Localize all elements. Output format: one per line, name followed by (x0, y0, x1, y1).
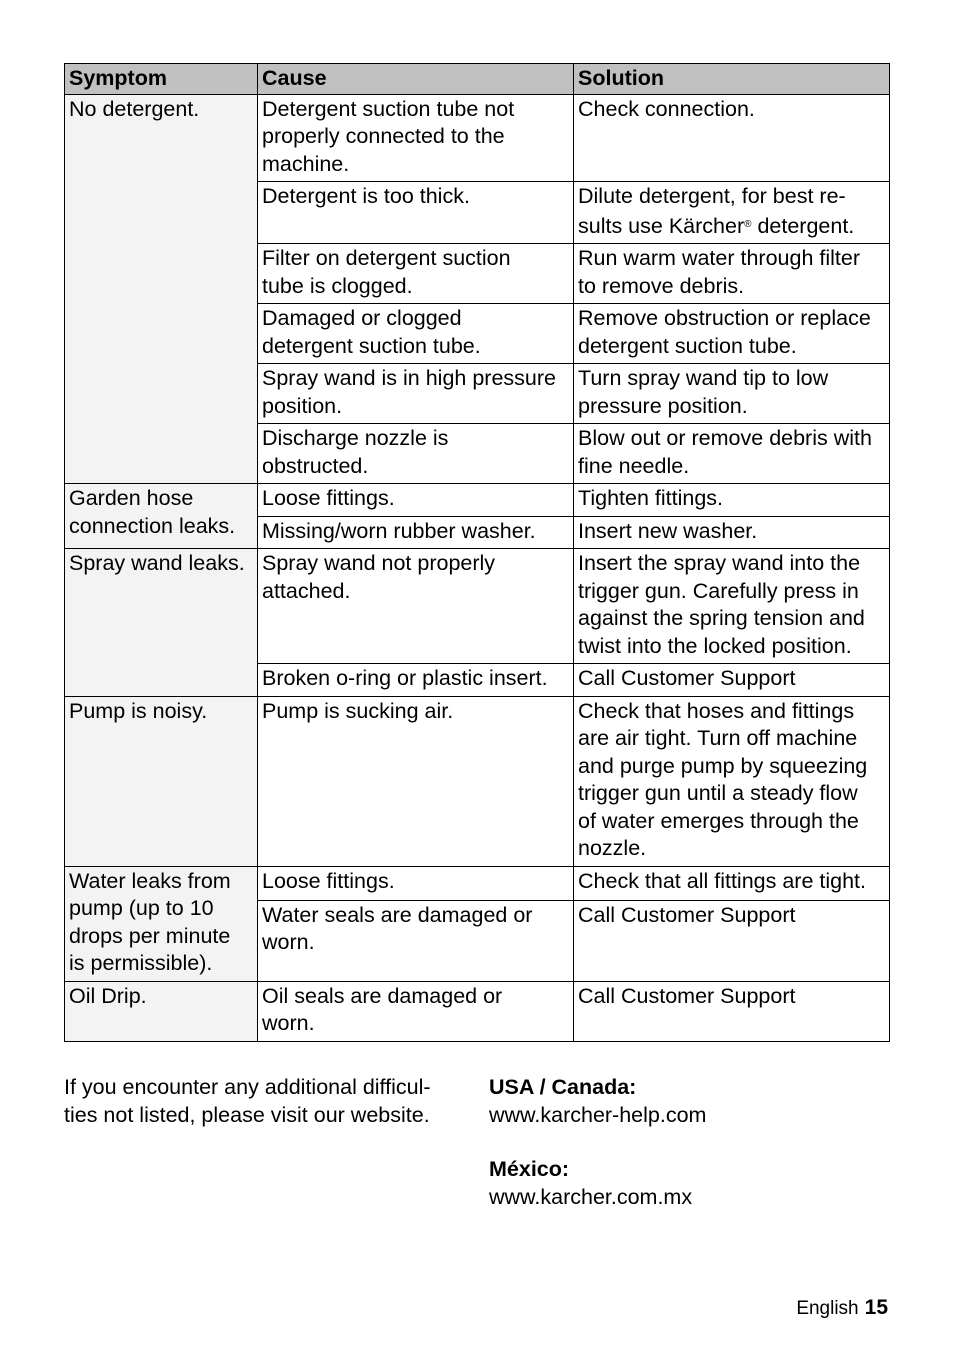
header-cause: Cause (258, 64, 574, 95)
cause-cell: Spray wand is in high pressure position. (258, 364, 574, 424)
cause-cell: Missing/worn rubber washer. (258, 516, 574, 549)
solution-cell: Dilute detergent, for best re- sults use Kärcher® detergent. (574, 182, 890, 244)
cause-cell: Broken o-ring or plastic insert. (258, 664, 574, 697)
contact-usa-canada (489, 1074, 889, 1129)
cause-cell: Oil seals are damaged or worn. (258, 981, 574, 1041)
contact-mexico (489, 1156, 889, 1211)
cause-cell: Filter on detergent suction tube is clogged. (258, 244, 574, 304)
table-row (65, 696, 890, 866)
symptom-cell: Garden hose connection leaks. (65, 484, 258, 549)
solution-cell: Tighten fittings. (574, 484, 890, 517)
cause-cell: Loose fittings. (258, 866, 574, 900)
footer-language: English (796, 1298, 859, 1319)
cause-cell: Pump is sucking air. (258, 696, 574, 866)
table-row (65, 94, 890, 182)
table-row (65, 549, 890, 664)
symptom-cell: Pump is noisy. (65, 696, 258, 866)
table-header-row (65, 64, 890, 95)
cause-cell: Discharge nozzle is obstructed. (258, 424, 574, 484)
table-row (65, 981, 890, 1041)
table-row (65, 484, 890, 517)
solution-cell: Call Customer Support (574, 981, 890, 1041)
solution-cell: Turn spray wand tip to low pressure position. (574, 364, 890, 424)
symptom-cell: Spray wand leaks. (65, 549, 258, 697)
solution-cell: Remove obstruction or replace detergent suction tube. (574, 304, 890, 364)
solution-cell: Insert new washer. (574, 516, 890, 549)
troubleshooting-table (64, 63, 890, 1042)
cause-cell: Detergent is too thick. (258, 182, 574, 244)
solution-cell: Call Customer Support (574, 664, 890, 697)
solution-cell: Check connection. (574, 94, 890, 182)
cause-cell: Damaged or clogged detergent suction tube. (258, 304, 574, 364)
solution-cell: Check that all fittings are tight. (574, 866, 890, 900)
symptom-cell: Oil Drip. (65, 981, 258, 1041)
solution-cell: Blow out or remove debris with fine needle. (574, 424, 890, 484)
contact-label: USA / Canada: (489, 1075, 637, 1099)
solution-cell: Check that hoses and fittings are air tight. Turn off machine and purge pump by squeezing trigger gun until a steady flow of water emerges through the nozzle. (574, 696, 890, 866)
contact-url[interactable]: www.karcher.com.mx (489, 1184, 693, 1209)
cause-cell: Detergent suction tube not properly connected to the machine. (258, 94, 574, 182)
cause-cell: Loose fittings. (258, 484, 574, 517)
contact-label: México: (489, 1157, 570, 1181)
header-solution: Solution (574, 64, 890, 95)
cause-cell: Water seals are damaged or worn. (258, 900, 574, 981)
solution-cell: Call Customer Support (574, 900, 890, 981)
page-number: 15 (864, 1296, 888, 1319)
table-row (65, 866, 890, 900)
header-symptom: Symptom (65, 64, 258, 95)
cause-cell: Spray wand not properly attached. (258, 549, 574, 664)
solution-cell: Run warm water through filter to remove debris. (574, 244, 890, 304)
additional-help-note: If you encounter any additional difficul- ties not listed, please visit our website. (64, 1075, 431, 1127)
symptom-cell: Water leaks from pump (up to 10 drops per minute is permissible). (65, 866, 258, 981)
page-footer (796, 1294, 888, 1323)
symptom-cell: No detergent. (65, 94, 258, 484)
contact-url[interactable]: www.karcher-help.com (489, 1102, 707, 1127)
solution-cell: Insert the spray wand into the trigger gun. Carefully press in against the spring tension and twist into the locked position. (574, 549, 890, 664)
